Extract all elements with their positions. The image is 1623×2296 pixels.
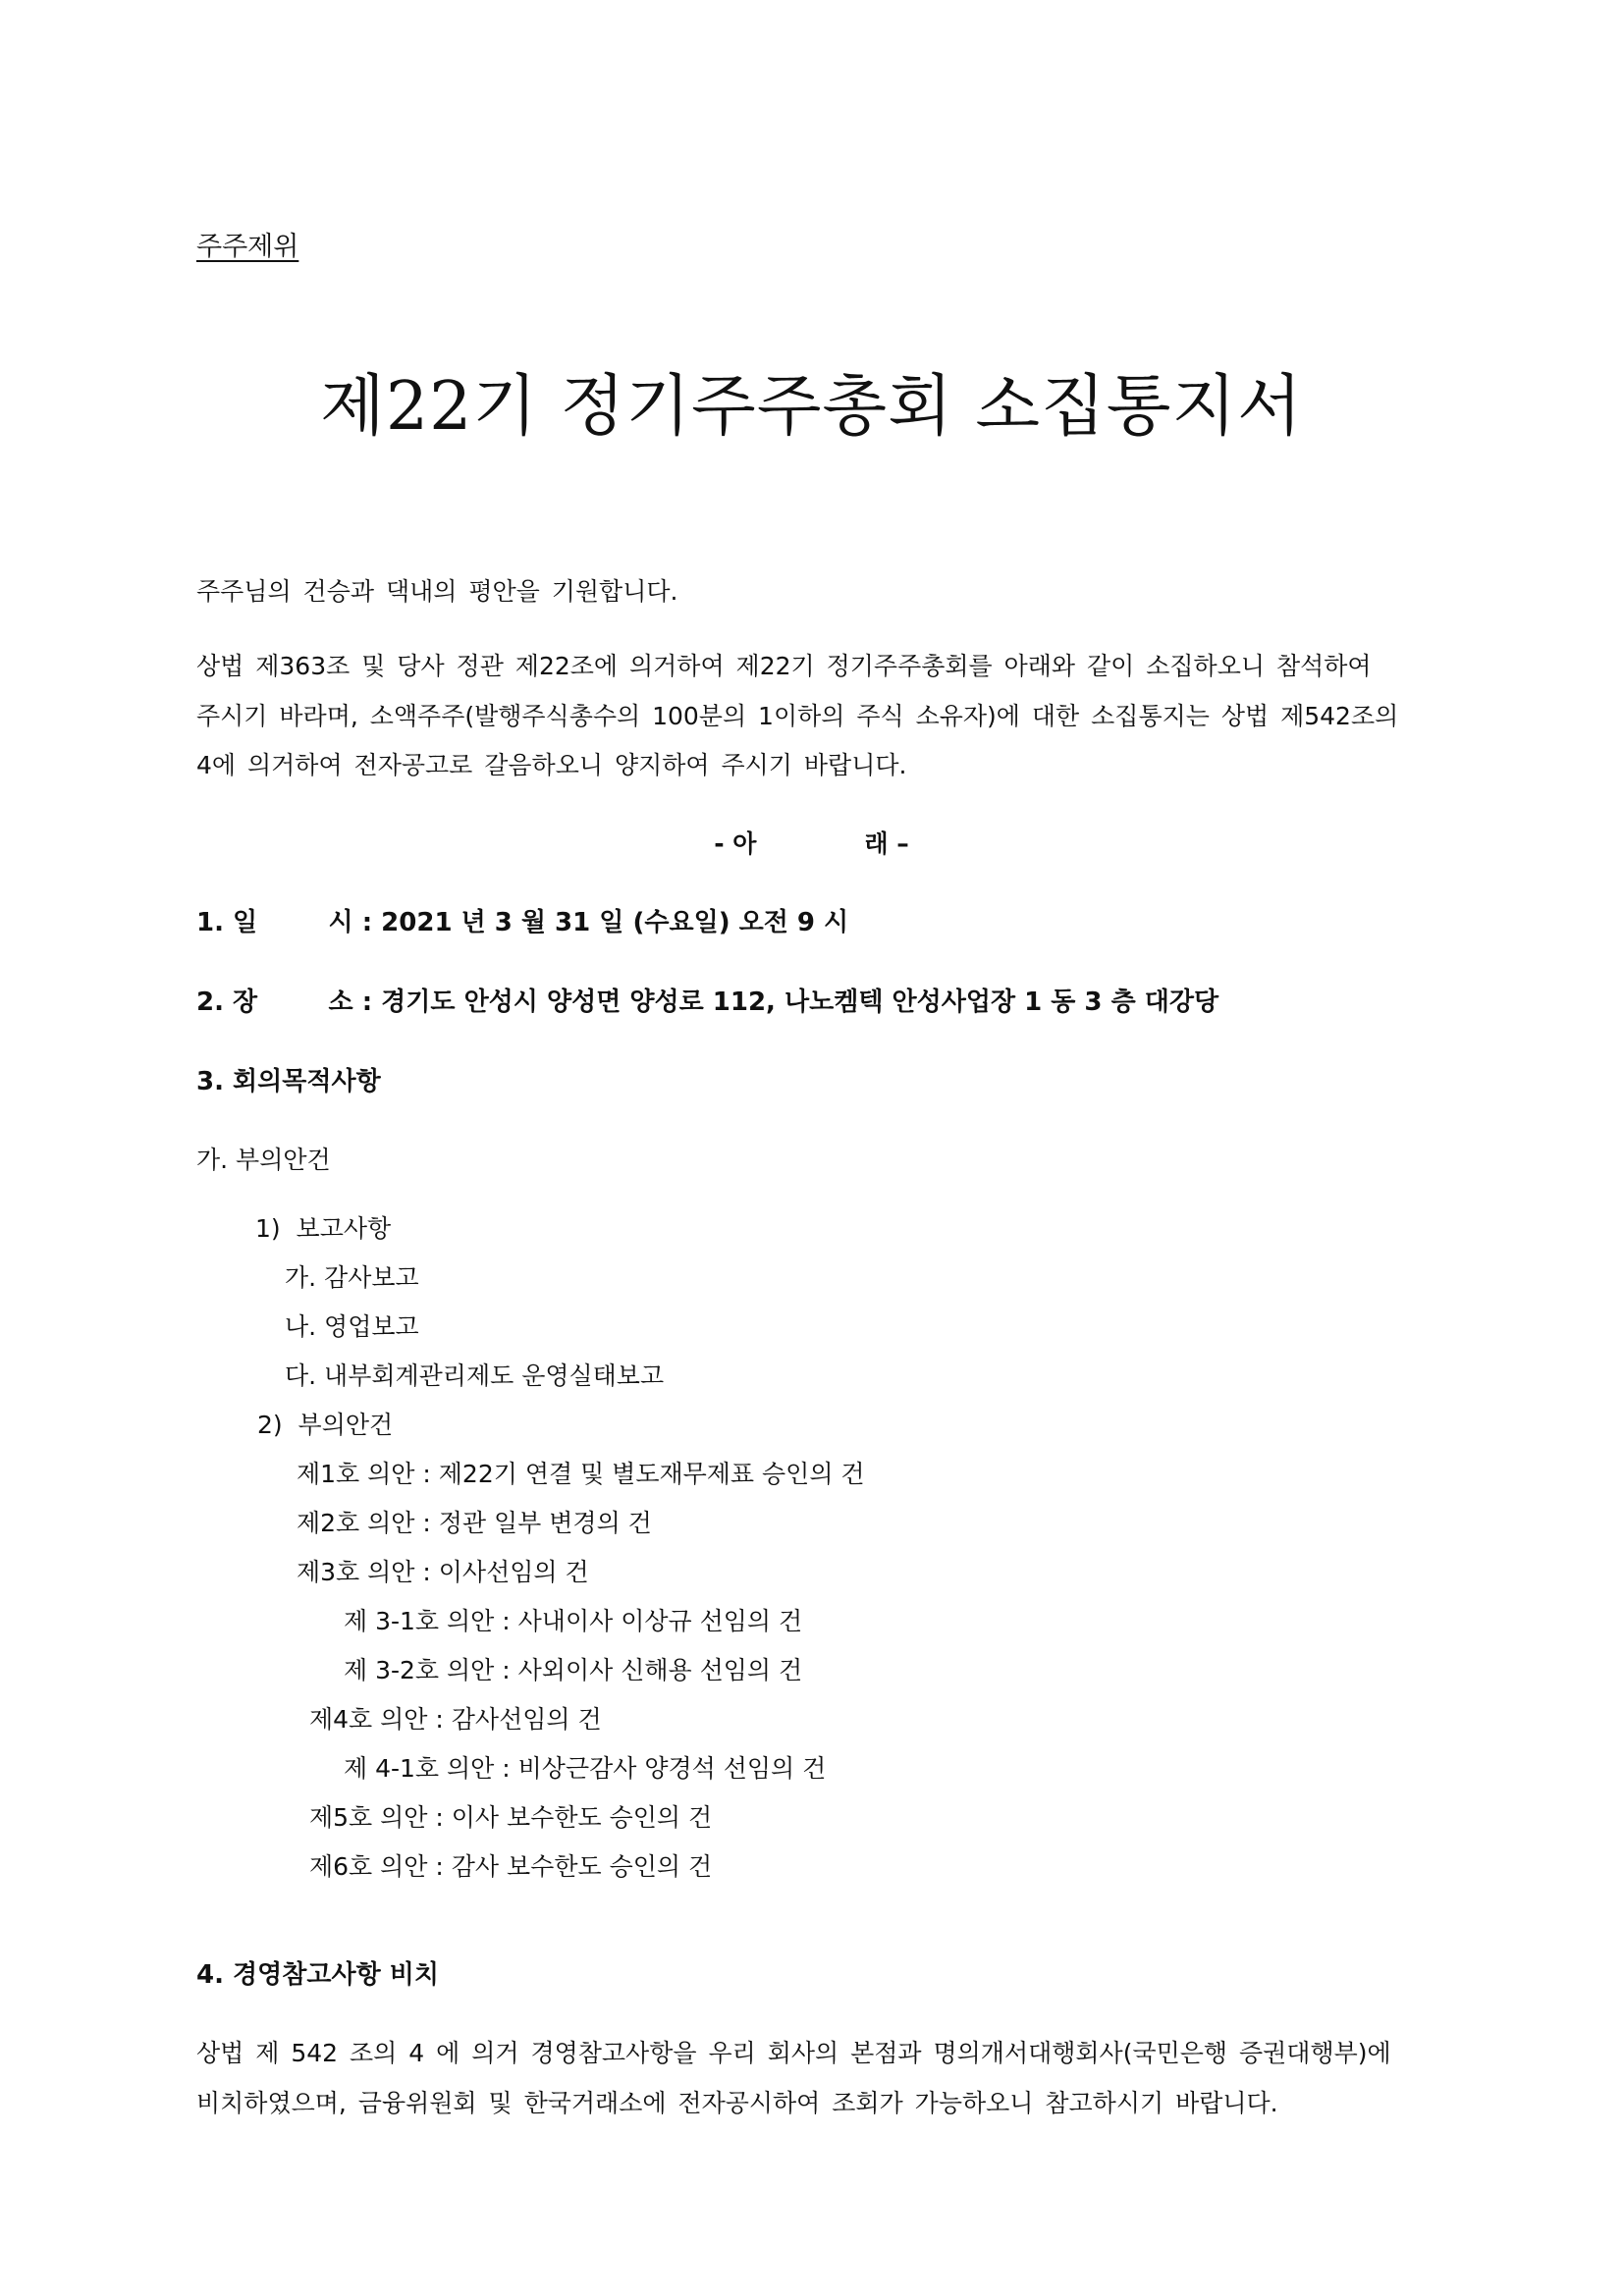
agenda-item-6: 제6호 의안 : 감사 보수한도 승인의 건 [309,1852,713,1881]
report-item: 나. 영업보고 [285,1312,419,1341]
agenda-item-3-2: 제 3-2호 의안 : 사외이사 신해용 선임의 건 [344,1656,803,1684]
reports-heading: 1) 보고사항 [255,1214,392,1243]
item-place: 2. 장 소 : 경기도 안성시 양성면 양성로 112, 나노켐텍 안성사업장 1 동 3 층 대강당 [196,988,1219,1017]
reference-heading: 4. 경영참고사항 비치 [196,1960,439,1990]
agenda-item-5: 제5호 의안 : 이사 보수한도 승인의 건 [309,1803,713,1832]
intro-line-1: 상법 제363조 및 당사 정관 제22조에 의거하여 제22기 정기주주총회를 아래와 같이 소집하오니 참석하여 [196,652,1372,680]
purpose-subheading: 가. 부의안건 [196,1146,331,1174]
agenda-item-1: 제1호 의안 : 제22기 연결 및 별도재무제표 승인의 건 [297,1460,865,1488]
agenda-heading: 2) 부의안건 [257,1411,394,1439]
below-heading-right: 래 – [864,829,909,858]
agenda-item-3-1: 제 3-1호 의안 : 사내이사 이상규 선임의 건 [344,1607,803,1635]
reference-line-2: 비치하였으며, 금융위원회 및 한국거래소에 전자공시하여 조회가 가능하오니 참고하시기 바랍니다. [196,2089,1278,2117]
agenda-item-3: 제3호 의안 : 이사선임의 건 [297,1558,589,1586]
page-title: 제22기 정기주주총회 소집통지서 [320,368,1303,446]
intro-line-3: 4에 의거하여 전자공고로 갈음하오니 양지하여 주시기 바랍니다. [196,751,907,779]
agenda-item-4-1: 제 4-1호 의안 : 비상근감사 양경석 선임의 건 [344,1754,827,1783]
below-heading-left: - 아 [714,829,757,858]
reference-line-1: 상법 제 542 조의 4 에 의거 경영참고사항을 우리 회사의 본점과 명의개서대행회사(국민은행 증권대행부)에 [196,2039,1391,2067]
greeting-text: 주주님의 건승과 댁내의 평안을 기원합니다. [196,577,678,606]
agenda-item-4: 제4호 의안 : 감사선임의 건 [309,1705,602,1734]
item-date: 1. 일 시 : 2021 년 3 월 31 일 (수요일) 오전 9 시 [196,908,849,937]
intro-line-2: 주시기 바라며, 소액주주(발행주식총수의 100분의 1이하의 주식 소유자)에 대한 소집통지는 상법 제542조의 [196,702,1399,730]
salutation: 주주제위 [196,232,299,262]
agenda-item-2: 제2호 의안 : 정관 일부 변경의 건 [297,1509,652,1537]
report-item: 가. 감사보고 [285,1263,419,1292]
report-item: 다. 내부회계관리제도 운영실태보고 [285,1362,665,1390]
item-purpose-heading: 3. 회의목적사항 [196,1067,381,1096]
below-heading [0,829,1623,859]
